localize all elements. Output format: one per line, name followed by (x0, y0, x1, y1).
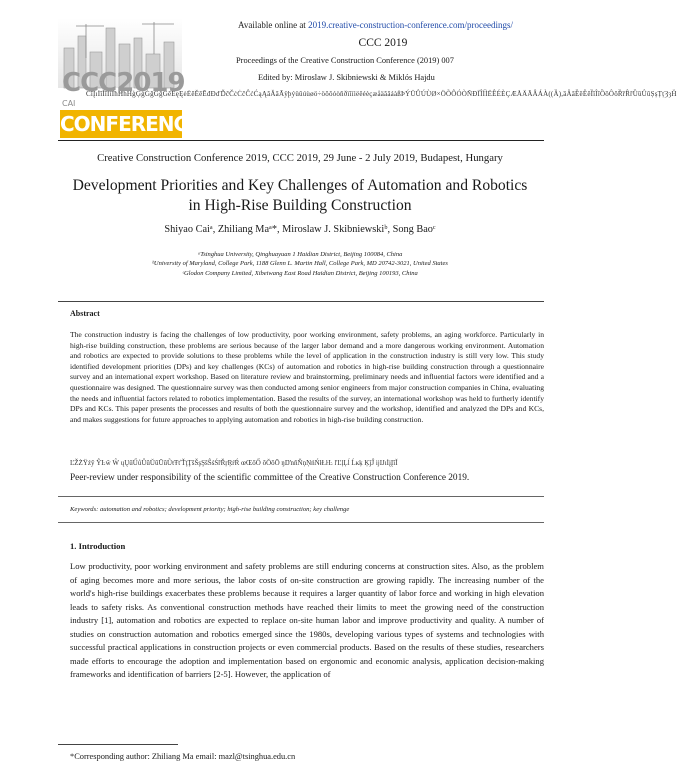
abstract-heading: Abstract (70, 309, 100, 318)
paper-title: Development Priorities and Key Challenges of Automation and Robotics in High-Rise Building Construction (72, 177, 528, 214)
section-heading-introduction: 1. Introduction (70, 541, 126, 551)
editors-line: Edited by: Miroslaw J. Skibniewski & Miklós Hajdu (258, 73, 435, 82)
abstract-divider (58, 301, 544, 302)
conference-logo (58, 18, 200, 138)
garbled-header-line: ƇĭĮıİĭĬīĪĩĨħĦĥĤģĢġĠğĞĝĜěĚęĘėĖĕĔēĒđĐďĎčČċĊĉĈćĆąĄăĂāĀÿþýüûúùøö÷öõôóòñðïîíìëêéèçæåäãâáàßÞÝÜÛÚÙØ×ÖÕÔÓÒÑÐÏÎÍÌËÊÉÈÇÆÅÄÃÂÁÀ((Ȁ),ȁȂȃȄȅȆȇȈȉȊȋȌȍȎȏȐȑȒȓȔȕȖȗȘșȚțȜȝȞ (86, 90, 677, 98)
abstract-text: The construction industry is facing the challenges of low productivity, poor working environment, safety problems, an aging workforce. Particularly in high-rise building construction, these problems are serious because of the larger labor demand and a more dangerous working environment. Automation and robotics are expected to provide solutions to these problems while the level of application in the construction industry is still very low. This study identified development priorities (DPs) and key challenges (KCs) of automation and robotics in high-rise building construction through a questionnaire survey and an international expert workshop. Based on literature review and brainstorming, preliminary needs and influential factors were identified and a questionnaire was designed. The questionnaire survey was then conducted among senior engineers from major construction companies in China, evaluating the needs and influential factors related to robotics implementation. Based the results of the survey, an international workshop was held to furtherly identify DPs and KCs. This paper presents the processes and results of both the questionnaire survey and the workshop, identified and analyzed the DPs and KCs, and makes suggestions for future approaches to applying automation and robotics in high-rise building construction. (70, 330, 544, 424)
affiliation-c: ᶜGlodon Company Limited, Xibeiwang East Road Haidian District, Beijing 100193, China (182, 269, 418, 277)
series-title: CCC 2019 (358, 37, 408, 49)
logo-cai-text: CAI (62, 99, 76, 108)
affiliation-b: ᵇUniversity of Maryland, College Park, 1188 Glenn L. Martin Hall, College Park, MD 20742-3021, United States (152, 260, 448, 268)
availability-prefix: Available online at (238, 20, 309, 30)
garbled-copyright-line: ĽŽŻŸźŷ ŶĿŵ Ŵ ųŲűŰůŮŭŬūŪũŨŧŦťŤţŢšŠşŞŝŜśŚřŘŗŖŕŔ œŒőŐ ŏŎōŌ ŋŊŉňŇņŅńŃłŁŀĿ ľĽļĻĺ Ĺĸķ ĶĵĴ ĳĲıİįĮĭĬ (70, 459, 398, 467)
logo-ccc-text: CCC2019 (62, 68, 185, 98)
affiliation-a: ᵃTsinghua University, Qinghuayuan 1 Haidian District, Beijing 100084, China (197, 251, 403, 258)
footnote-divider (58, 744, 178, 745)
corresponding-author-footnote: *Corresponding author: Zhiliang Ma email: mazl@tsinghua.edu.cn (70, 752, 296, 761)
author-list: Shiyao Caiᵃ, Zhiliang Maᵃ*, Miroslaw J. Skibniewskiᵇ, Song Baoᶜ (164, 224, 436, 235)
introduction-text: Low productivity, poor working environment and safety problems are still enduring concerns at construction sites. Also, as the problem of aging becomes more and more serious, the labor costs of on-site construction are growing rapidly. The increasing number of the world's high-rise buildings exacerbates these problems because it requires a larger quantity of labor force and working in high elevation leads to safety risks. As conventional construction methods have reached their limits to meet the growing need of the construction industry [1], automation and robotics are expected to replace on-site human labor and improve productivity and quality. A number of studies on construction automation and robotics emerged since the 1980s, developing various types of systems and technologies with successful practical applications in construction projects or even commercial products. Based on the results of these studies, researchers made efforts to encourage the adoption and implementation based on ergonomic and economic analysis, application decision-making frameworks and identification of barriers [2-5]. However, the application of (70, 561, 544, 679)
keywords-line: Keywords: automation and robotics; development priority; high-rise building construction; key challenge (70, 506, 350, 513)
keywords-bottom-divider (58, 522, 544, 523)
peer-review-note: Peer-review under responsibility of the scientific committee of the Creative Construction Conference 2019. (70, 473, 470, 483)
proceedings-link[interactable]: 2019.creative-construction-conference.com/proceedings/ (308, 20, 513, 30)
conference-line: Creative Construction Conference 2019, CCC 2019, 29 June - 2 July 2019, Budapest, Hungary (97, 152, 503, 164)
header-divider (58, 140, 544, 141)
logo-conference-banner: CONFERENCE (60, 112, 200, 136)
proceedings-line: Proceedings of the Creative Construction Conference (2019) 007 (236, 56, 454, 65)
keywords-top-divider (58, 496, 544, 497)
availability-line (238, 20, 538, 30)
affiliations (70, 250, 530, 278)
